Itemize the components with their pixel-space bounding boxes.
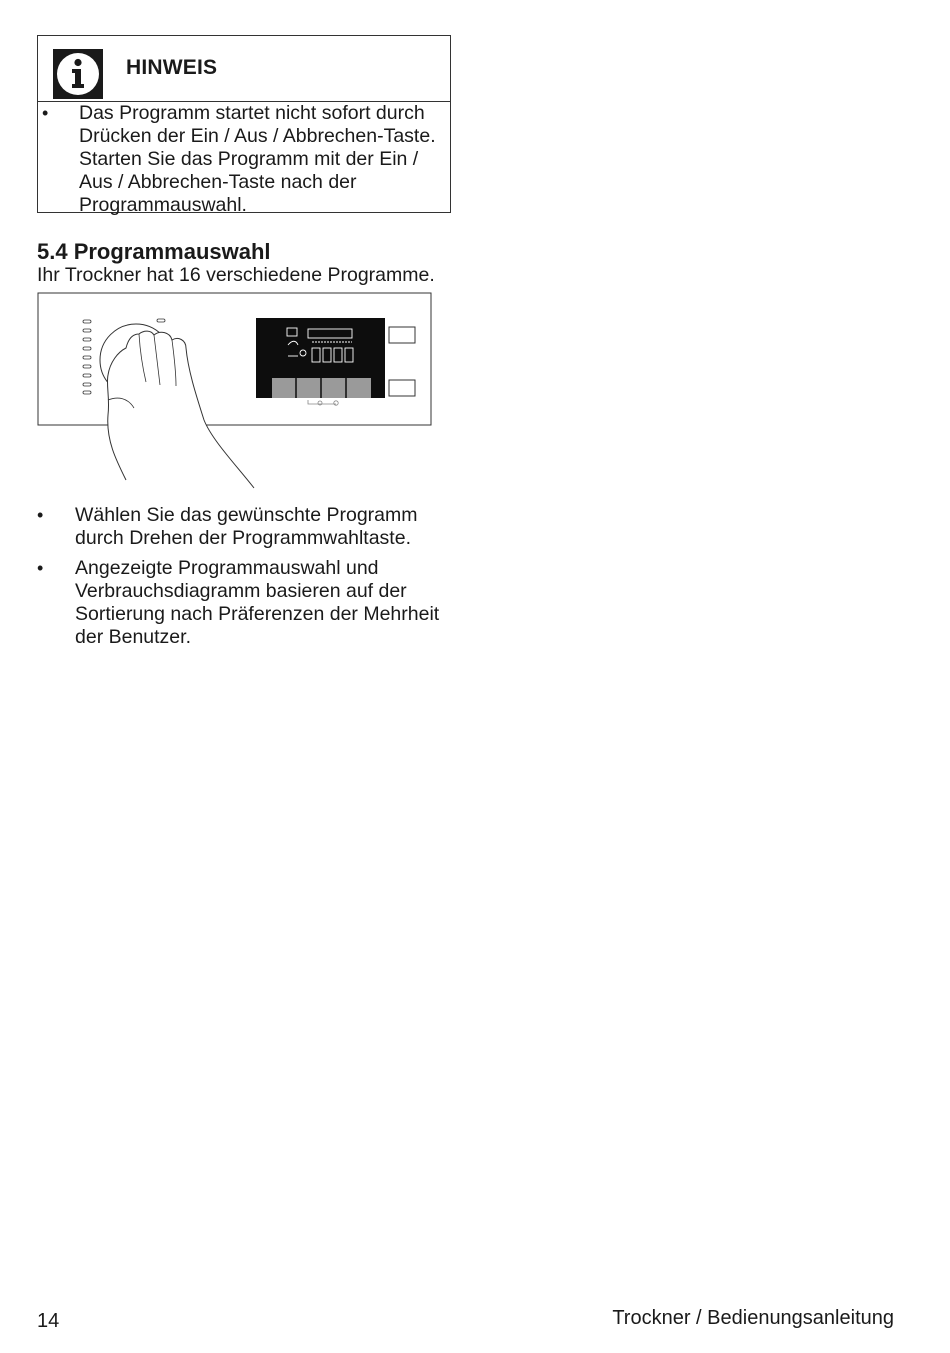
section-intro: Ihr Trockner hat 16 verschiedene Programme.: [37, 264, 435, 286]
list-item: [37, 504, 457, 551]
notice-text: Das Programm startet nicht sofort durch Drücken der Ein / Aus / Abbrechen-Taste. Starten Sie das Programm mit der Ein / Aus / Abbrechen-Taste nach der Programmauswahl.: [79, 102, 436, 216]
bullet: •: [42, 103, 49, 123]
bullet: •: [37, 557, 44, 578]
control-panel-illustration: [36, 290, 436, 490]
list-item-text: Angezeigte Programmauswahl und Verbrauchsdiagramm basieren auf der Sortierung nach Präferenzen der Mehrheit der Benutzer.: [75, 556, 440, 649]
document-title: Trockner / Bedienungsanleitung: [612, 1307, 894, 1329]
list-item-text: Wählen Sie das gewünschte Programm durch Drehen der Programmwahltaste.: [75, 504, 418, 550]
bullet: •: [37, 505, 44, 525]
notice-title: HINWEIS: [126, 56, 218, 79]
info-icon: [53, 49, 103, 99]
instruction-list: [37, 504, 457, 656]
section-title: 5.4 Programmauswahl: [37, 239, 271, 264]
page-number: 14: [37, 1310, 60, 1332]
notice-header: [38, 36, 450, 102]
notice-box: [37, 35, 451, 216]
list-item: [37, 557, 457, 650]
